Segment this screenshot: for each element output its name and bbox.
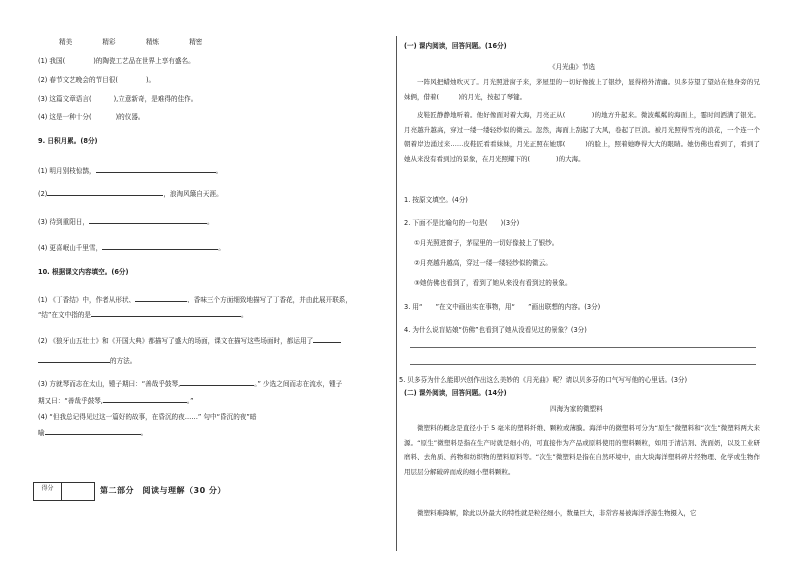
reading-q5: 5. 贝多芬为什么能即兴创作出这么美妙的《月光曲》呢？请以贝多芬的口气写写他的心里话。(3分)	[399, 376, 688, 384]
part-two-heading: 第二部分 阅读与理解（30 分）	[100, 486, 226, 495]
article-two-para-1: 微塑料的概念是直径小于 5 毫米的塑料纤维、颗粒或薄膜。海洋中的微塑料可分为“原生”微塑料和“次生”微塑料两大来源。“原生”微塑料是指在生产时就是细小的，可直接作为产品或原料使用的塑料颗粒，如用于清洁剂、洗面奶，以及工业研磨料、去角质、药物和纺织物的塑料原料等。“次生”微塑料是指在自然环境中，由大块海洋塑料碎片经物理、化学或生物作用层层分解破碎而成的细小塑料颗粒。	[404, 424, 760, 476]
reading-q2-option: ①月光照进窗子，茅屋里的一切好像披上了银纱。	[414, 239, 559, 247]
q9-item: (2) ，浪淘风簸自天涯。	[38, 190, 223, 198]
q10-item-1-cont: “结”在文中指的是 。	[38, 311, 248, 319]
q10-item-2-cont: 的方法。	[38, 355, 136, 366]
q10-item-4-cont: 喻 。	[38, 429, 148, 437]
reading-q2: 2. 下面不是比喻句的一句是( )(3分)	[404, 219, 520, 227]
article-two-para-2: 微塑料难降解，除此以外最大的特性就是粒径细小，数量巨大，非常容易被海洋浮游生物摄入，它	[417, 509, 697, 517]
q10-item-4: (4) “但我总记得见过这一篇好的故事，在昏沉的夜……” 句中“昏沉的夜”暗	[38, 413, 257, 421]
q10-item-3-cont: 期又曰：“善哉乎鼓琴, 。”	[38, 397, 194, 405]
article-one-para-1: 一阵风把蜡烛吹灭了。月光照进窗子来，茅屋里的一切好像披上了银纱，显得格外清幽。贝多芬望了望站在他身旁的兄妹俩，借着( )的月光，按起了琴键。	[404, 78, 760, 101]
article-one-para-2: 皮鞋匠静静地听着。他好像面对着大海，月亮正从( )的地方升起来。微波粼粼的海面上，霎时间洒满了银光。月亮越升越高，穿过一缕一缕轻纱似的微云。忽然，海面上刮起了大风，卷起了巨浪。被月光照得雪亮的浪花，一个连一个朝着岸边涌过来……皮鞋匠看看妹妹，月光正照在她那( )的脸上，照着她睁得大大的眼睛。她仿佛也看到了，看到了她从来没有看到过的景象，在月光照耀下的( )的大海。	[404, 111, 760, 163]
reading-q2-option: ③她仿佛也看到了，看到了她从来没有看到过的景象。	[414, 279, 572, 287]
answer-line	[410, 364, 756, 365]
article-one-title: 《月光曲》节选	[549, 63, 596, 71]
reading-q3: 3. 用“ ”在文中画出实在事物，用“ ”画出联想的内容。(3分)	[404, 303, 601, 311]
q9-item: (3) 待到重阳日， 。	[38, 218, 214, 226]
section-one-title: (一) 课内阅读，回答问题。(16分)	[404, 42, 507, 50]
reading-q1: 1. 按原文填空。(4分)	[404, 196, 468, 204]
reading-q4: 4. 为什么说盲姑娘“仿佛”也看到了她从没看见过的景象？(3分)	[404, 326, 587, 334]
q9-title: 9. 日积月累。(8分)	[38, 137, 98, 145]
q10-title: 10. 根据课文内容填空。(6分)	[38, 268, 129, 276]
q10-item-1: (1) 《丁香结》中，作者从形状、 、香味三个方面细致地描写了丁香花，并由此展开联系，	[38, 296, 352, 304]
word-option: 精美	[59, 38, 73, 46]
score-label: 得分	[34, 483, 62, 500]
q8-item: (2) 春节文艺晚会的节目很( )。	[38, 76, 156, 84]
word-bank	[59, 38, 202, 47]
reading-q2-option: ②月亮越升越高，穿过一缕一缕轻纱似的微云。	[414, 259, 552, 267]
q8-item: (4) 这是一种十分( )的仪器。	[38, 113, 145, 121]
q10-item-2: (2) 《狼牙山五壮士》和《开国大典》都描写了盛大的场面，课文在描写这些场面时，都运用了	[38, 335, 341, 346]
answer-line	[410, 347, 756, 348]
q8-item: (1) 我国( )的陶瓷工艺品在世界上享有盛名。	[38, 57, 195, 65]
section-two-title: (二) 课外阅读，回答问题。(14分)	[404, 389, 507, 397]
article-two-title: 四海为家的微塑料	[550, 405, 603, 413]
score-box	[33, 482, 95, 501]
q8-item: (3) 这篇文章语言( ),立意新奇，是难得的佳作。	[38, 95, 198, 103]
q9-item: (4) 更喜岷山千里雪， 。	[38, 244, 225, 252]
word-option: 精炼	[145, 38, 159, 46]
column-divider	[396, 36, 397, 551]
q10-item-3: (3) 方就琴而志在太山，锺子期曰：“善哉乎鼓琴, 。” 少选之间而志在流水，锺子	[38, 380, 343, 388]
word-option: 精密	[189, 38, 203, 46]
q9-item: (1) 明月别枝惊鹊， 。	[38, 167, 223, 175]
word-option: 精彩	[102, 38, 116, 46]
